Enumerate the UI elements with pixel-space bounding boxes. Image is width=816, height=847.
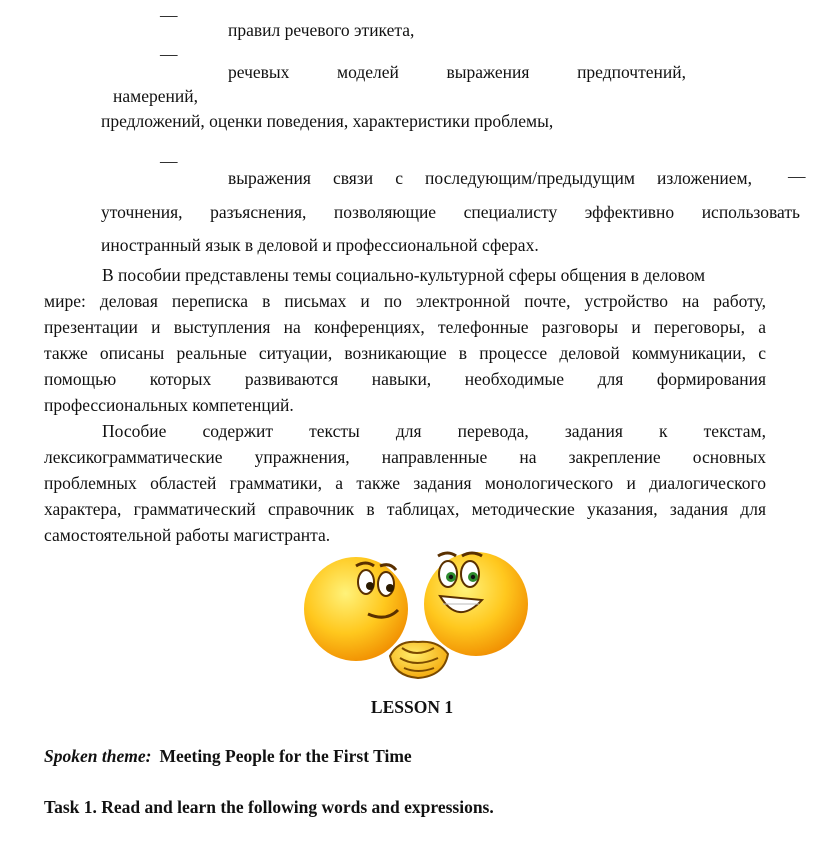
- list-item-2-line-2: намерений,: [113, 86, 198, 106]
- list-dash: —: [788, 166, 806, 186]
- paragraph-line: В пособии представлены темы социально-культурной сферы общения в деловом: [102, 265, 706, 285]
- paragraph-line: профессиональных компетенций.: [44, 395, 294, 415]
- word: последующим/предыдущим: [425, 168, 635, 188]
- word: эффективно: [584, 202, 675, 222]
- list-item-3-line-2: [101, 202, 800, 222]
- paragraph-1: [44, 262, 766, 418]
- list-item-3-line-3: иностранный язык в деловой и профессиональной сферах.: [101, 235, 539, 255]
- paragraph-2: [44, 418, 766, 548]
- word: моделей: [337, 62, 399, 82]
- word: выражения: [228, 168, 311, 188]
- word: предпочтений,: [577, 62, 686, 82]
- paragraph-line: Пособие содержит тексты для перевода, задания к текстам,: [102, 421, 766, 441]
- list-item-2-line-3: предложений, оценки поведения, характеристики проблемы,: [101, 111, 554, 131]
- list-item-2-line: [228, 62, 686, 82]
- word: выражения: [446, 62, 530, 82]
- paragraph-line: также описаны реальные ситуации, возникающие в процессе деловой коммуникации, с: [44, 343, 766, 363]
- paragraph-line: мире: деловая переписка в письмах и по электронной почте, устройство на работу,: [44, 291, 766, 311]
- word: связи: [333, 168, 374, 188]
- spoken-theme: [44, 746, 412, 767]
- word: речевых: [228, 62, 290, 82]
- list-item-3-line: [228, 168, 752, 188]
- right-smiley-face: [424, 552, 528, 656]
- paragraph-line: проблемных областей грамматики, а также задания монологического и диалогического: [44, 473, 766, 493]
- list-dash: —: [160, 151, 178, 171]
- lesson-title: LESSON 1: [370, 697, 454, 717]
- paragraph-line: лексикограмматические упражнения, направленные на закрепление основных: [44, 447, 766, 467]
- word: позволяющие: [333, 202, 437, 222]
- word: уточнения,: [101, 202, 183, 222]
- spoken-theme-value: Meeting People for the First Time: [159, 746, 412, 766]
- task-heading: Task 1. Read and learn the following words and expressions.: [44, 797, 494, 817]
- word: с: [395, 168, 403, 188]
- word: использовать: [701, 202, 800, 222]
- word: разъяснения,: [210, 202, 307, 222]
- paragraph-line: помощью которых развиваются навыки, необходимые для формирования: [44, 369, 766, 389]
- paragraph-line: презентации и выступления на конференциях, телефонные разговоры и переговоры, а: [44, 317, 766, 337]
- word: изложением,: [657, 168, 752, 188]
- handshake-smileys-illustration: [298, 544, 538, 694]
- handshake-hands: [390, 642, 448, 678]
- word: специалисту: [463, 202, 558, 222]
- paragraph-line: характера, грамматический справочник в таблицах, методические указания, задания для: [44, 499, 766, 519]
- left-smiley-face: [304, 557, 408, 661]
- spoken-theme-label: Spoken theme:: [44, 746, 152, 766]
- list-item-1: правил речевого этикета,: [228, 20, 415, 40]
- list-dash: —: [160, 5, 178, 25]
- paragraph-line: самостоятельной работы магистранта.: [44, 525, 331, 545]
- list-dash: —: [160, 44, 178, 64]
